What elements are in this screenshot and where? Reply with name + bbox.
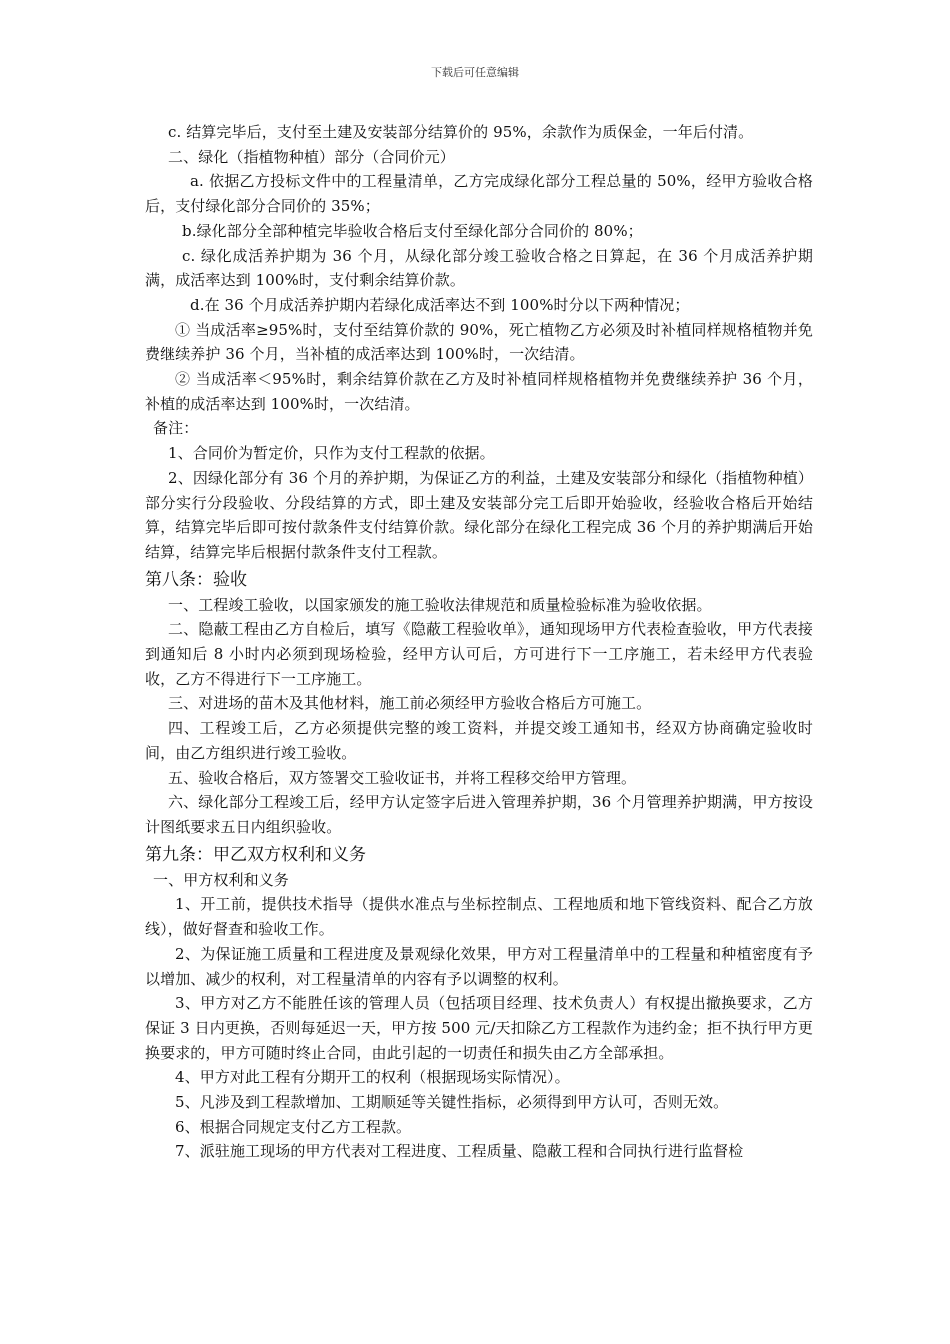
paragraph: c. 结算完毕后，支付至土建及安装部分结算价的 95%，余款作为质保金，一年后付清。 [168, 123, 754, 141]
section-heading: 第九条：甲乙双方权利和义务 [145, 844, 366, 865]
paragraph: 3、甲方对乙方不能胜任该的管理人员（包括项目经理、技术负责人）有权提出撤换要求，乙方保证 3 日内更换，否则每延迟一天，甲方按 500 元/天扣除乙方工程款作为违约金；拒不执行甲方更换要求的，甲方可随时终止合同，由此引起的一切责任和损失由乙方全部承担。 [145, 994, 813, 1062]
paragraph: c. 绿化成活养护期为 36 个月，从绿化部分竣工验收合格之日算起，在 36 个月成活养护期满，成活率达到 100%时，支付剩余结算价款。 [145, 246, 813, 290]
paragraph: 备注： [153, 419, 199, 438]
paragraph: 4、甲方对此工程有分期开工的权利（根据现场实际情况）。 [175, 1068, 570, 1087]
paragraph: 2、为保证施工质量和工程进度及景观绿化效果，甲方对工程量清单中的工程量和种植密度有予以增加、减少的权利，对工程量清单的内容有予以调整的权利。 [145, 944, 813, 988]
paragraph: 六、绿化部分工程竣工后，经甲方认定签字后进入管理养护期，36 个月管理养护期满，甲方按设计图纸要求五日内组织验收。 [145, 793, 813, 836]
paragraph: d.在 36 个月成活养护期内若绿化成活率达不到 100%时分以下两种情况； [190, 295, 690, 314]
paragraph: 二、隐蔽工程由乙方自检后，填写《隐蔽工程验收单》，通知现场甲方代表检查验收，甲方代表接到通知后 8 小时内必须到现场检验，经甲方认可后，方可进行下一工序施工，若未经甲方代表验收，乙方不得进行下一工序施工。 [145, 620, 813, 688]
document-body [145, 120, 813, 1164]
paragraph: 6、根据合同规定支付乙方工程款。 [175, 1117, 412, 1136]
paragraph: 1、合同价为暂定价，只作为支付工程款的依据。 [168, 444, 495, 463]
section-heading: 第八条：验收 [145, 569, 247, 590]
paragraph: 2、因绿化部分有 36 个月的养护期，为保证乙方的利益，土建及安装部分和绿化（指植物种植）部分实行分段验收、分段结算的方式，即土建及安装部分完工后即开始验收，经验收合格后开始结算，结算完毕后即可按付款条件支付结算价款。绿化部分在绿化工程完成 36 个月的养护期满后开始结算，结算完毕后根据付款条件支付工程款。 [145, 468, 813, 561]
paragraph: 四、工程竣工后，乙方必须提供完整的竣工资料，并提交竣工通知书，经双方协商确定验收时间，由乙方组织进行竣工验收。 [145, 719, 813, 762]
paragraph: 一、工程竣工验收，以国家颁发的施工验收法律规范和质量检验标准为验收依据。 [168, 595, 712, 614]
paragraph: b.绿化部分全部种植完毕验收合格后支付至绿化部分合同价的 80%； [182, 221, 643, 240]
paragraph: a. 依据乙方投标文件中的工程量清单，乙方完成绿化部分工程总量的 50%，经甲方验收合格后，支付绿化部分合同价的 35%； [145, 172, 813, 216]
paragraph: 1、开工前，提供技术指导（提供水准点与坐标控制点、工程地质和地下管线资料、配合乙方放线），做好督查和验收工作。 [145, 895, 813, 939]
page-header: 下载后可任意编辑 [431, 66, 519, 79]
paragraph: 三、对进场的苗木及其他材料，施工前必须经甲方验收合格后方可施工。 [168, 694, 652, 713]
paragraph: 一、甲方权利和义务 [153, 870, 289, 889]
paragraph: ② 当成活率＜95%时，剩余结算价款在乙方及时补植同样规格植物并免费继续养护 36 个月，补植的成活率达到 100%时，一次结清。 [145, 370, 813, 413]
paragraph: 5、凡涉及到工程款增加、工期顺延等关键性指标，必须得到甲方认可，否则无效。 [175, 1093, 729, 1112]
paragraph: 二、绿化（指植物种植）部分（合同价元） [168, 147, 455, 166]
paragraph: ① 当成活率≥95%时，支付至结算价款的 90%，死亡植物乙方必须及时补植同样规格植物并免费继续养护 36 个月，当补植的成活率达到 100%时，一次结清。 [145, 320, 813, 364]
paragraph: 7、派驻施工现场的甲方代表对工程进度、工程质量、隐蔽工程和合同执行进行监督检 [175, 1142, 744, 1161]
paragraph: 五、验收合格后，双方签署交工验收证书，并将工程移交给甲方管理。 [168, 768, 637, 787]
